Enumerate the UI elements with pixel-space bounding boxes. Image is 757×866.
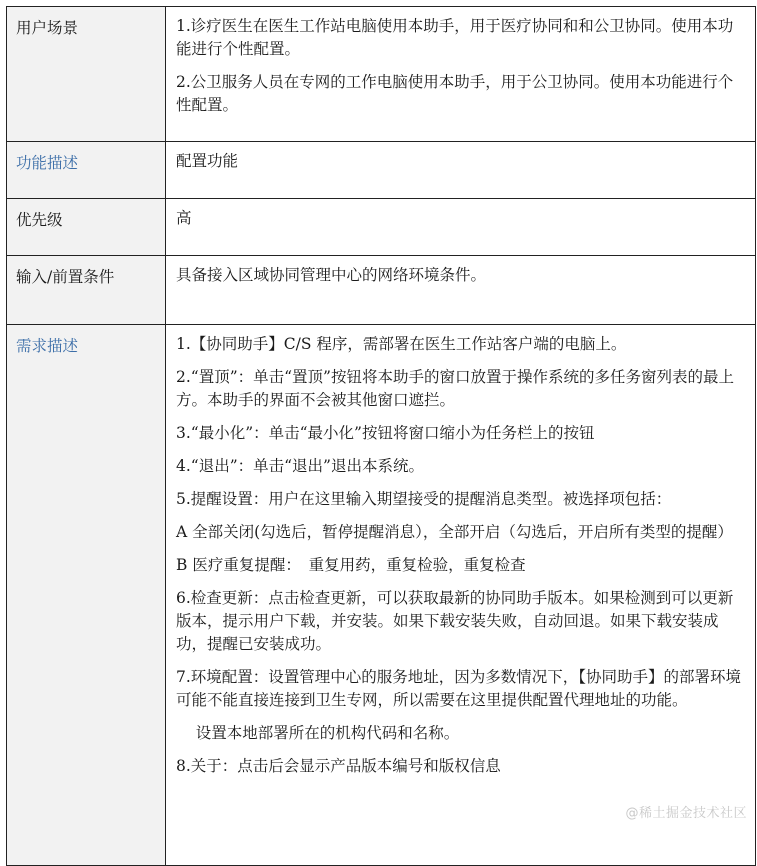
row-content-cell: [166, 325, 756, 866]
row-label-preconditions: 输入/前置条件: [16, 268, 115, 286]
requirement-item-5a: A 全部关闭(勾选后，暂停提醒消息），全部开启（勾选后，开启所有类型的提醒）: [176, 523, 733, 541]
table-row-function-description: [7, 142, 756, 199]
table-row-preconditions: [7, 256, 756, 325]
row-label-requirements: 需求描述: [16, 337, 79, 355]
row-label-cell: [7, 7, 166, 142]
row-label-cell: [7, 256, 166, 325]
requirement-item-6: 6.检查更新：点击检查更新，可以获取最新的协同助手版本。如果检测到可以更新版本，提示用户下载，并安装。如果下载安装失败，自动回退。如果下载安装成功，提醒已安装成功。: [176, 589, 734, 653]
requirement-item-7-sub: 设置本地部署所在的机构代码和名称。: [195, 724, 460, 742]
row-label-function-description: 功能描述: [16, 154, 79, 172]
function-description-text: 配置功能: [176, 152, 239, 170]
row-content-cell: [166, 199, 756, 256]
requirement-item-8: 8.关于：点击后会显示产品版本编号和版权信息: [176, 757, 501, 775]
row-content-cell: [166, 256, 756, 325]
table-row-user-scenario: [7, 7, 756, 142]
table-row-priority: [7, 199, 756, 256]
row-content-cell: [166, 142, 756, 199]
requirements-table: [6, 6, 756, 866]
row-label-cell: [7, 142, 166, 199]
row-label-priority: 优先级: [16, 211, 63, 229]
row-content-cell: [166, 7, 756, 142]
scenario-paragraph-1: 1.诊疗医生在医生工作站电脑使用本助手，用于医疗协同和和公卫协同。使用本功能进行个性配置。: [176, 17, 734, 58]
requirement-item-5: 5.提醒设置：用户在这里输入期望接受的提醒消息类型。被选择项包括：: [176, 490, 672, 508]
requirement-item-1: 1.【协同助手】C/S 程序，需部署在医生工作站客户端的电脑上。: [176, 335, 627, 353]
row-label-cell: [7, 199, 166, 256]
row-label-user-scenario: 用户场景: [16, 19, 79, 37]
table-row-requirements: [7, 325, 756, 866]
requirement-item-3: 3.“最小化”：单击“最小化”按钮将窗口缩小为任务栏上的按钮: [176, 424, 595, 442]
preconditions-text: 具备接入区域协同管理中心的网络环境条件。: [176, 266, 487, 284]
scenario-paragraph-2: 2.公卫服务人员在专网的工作电脑使用本助手，用于公卫协同。使用本功能进行个性配置。: [176, 73, 734, 114]
requirement-item-7: 7.环境配置：设置管理中心的服务地址，因为多数情况下，【协同助手】的部署环境可能不能直接连接到卫生专网，所以需要在这里提供配置代理地址的功能。: [176, 668, 742, 709]
requirement-item-2: 2.“置顶”：单击“置顶”按钮将本助手的窗口放置于操作系统的多任务窗列表的最上方。本助手的界面不会被其他窗口遮拦。: [176, 368, 734, 409]
row-label-cell: [7, 325, 166, 866]
priority-value: 高: [176, 209, 192, 227]
requirement-item-5b: B 医疗重复提醒： 重复用药，重复检验，重复检查: [176, 556, 526, 574]
requirement-item-4: 4.“退出”：单击“退出”退出本系统。: [176, 457, 424, 475]
watermark-text: @稀土掘金技术社区: [625, 806, 747, 821]
